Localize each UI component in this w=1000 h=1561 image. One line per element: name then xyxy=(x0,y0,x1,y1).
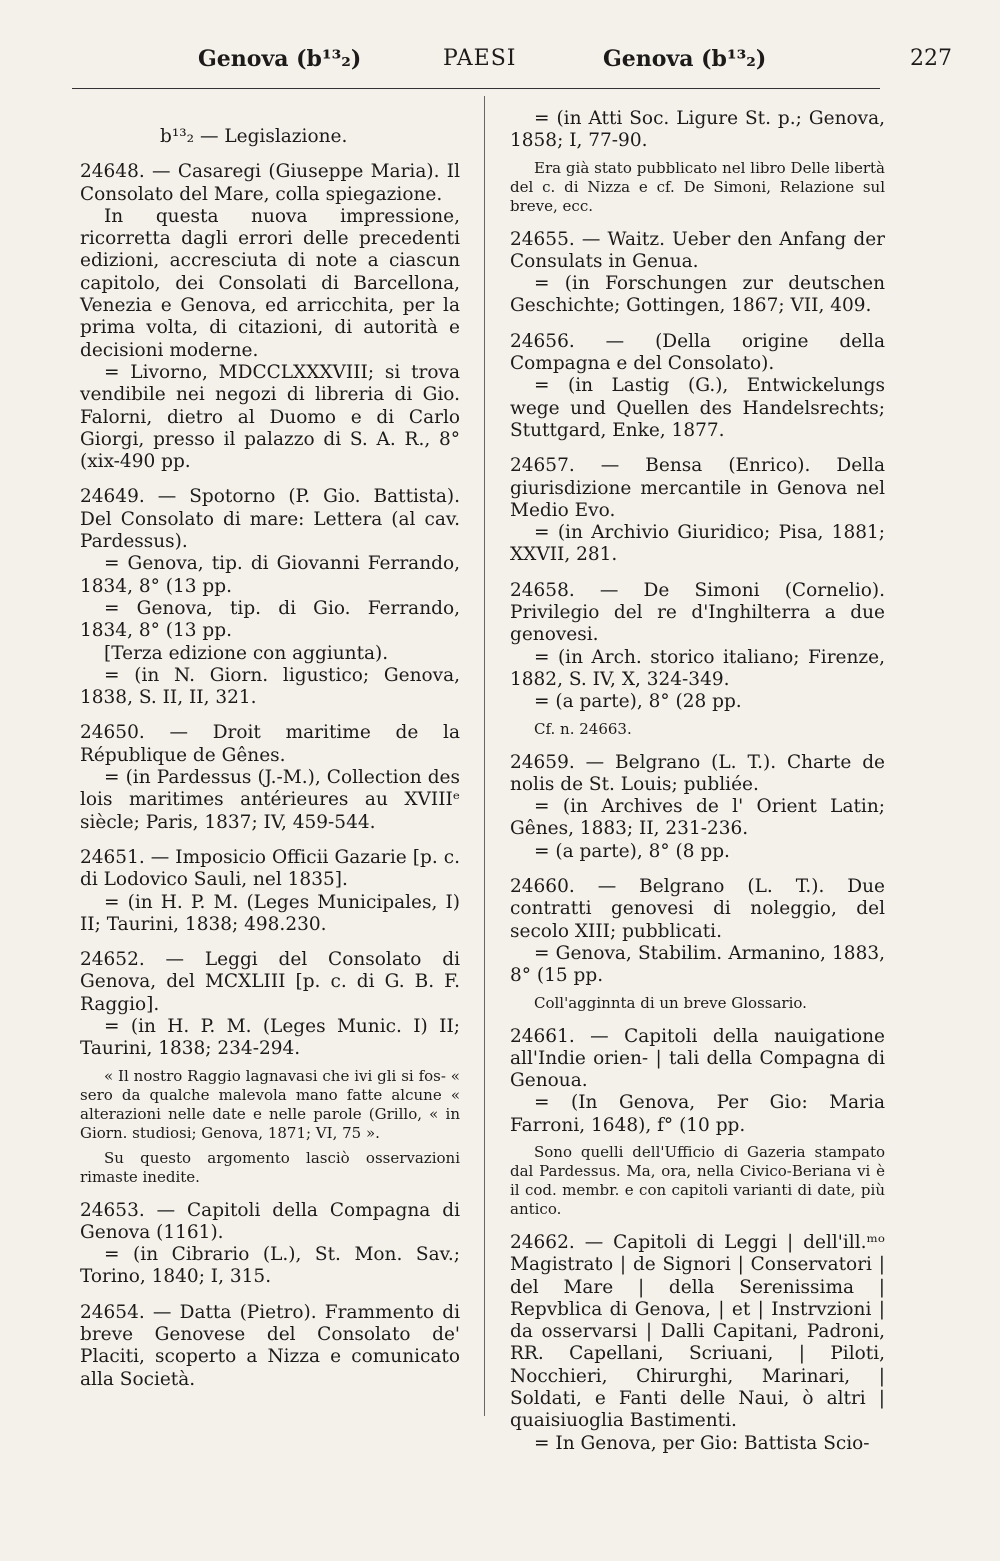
bibliography-entry: 24654. — Datta (Pietro). Frammento di breve Genovese del Consolato de' Placiti, scoperto a Nizza e comunicato alla Società. xyxy=(80,1301,460,1390)
entry-detail: [Terza edizione con aggiunta). xyxy=(104,642,389,664)
running-header xyxy=(40,42,960,82)
entry-detail: = (in Forschungen zur deutschen Geschichte; Gottingen, 1867; VII, 409. xyxy=(510,273,885,317)
entry-detail: = (in Pardessus (J.-M.), Collection des lois maritimes antérieures au XVIIIᵉ siècle; Paris, 1837; IV, 459-544. xyxy=(80,767,460,833)
entry-detail: = In Genova, per Gio: Battista Scio- xyxy=(534,1432,870,1454)
entry-detail: = (in Arch. storico italiano; Firenze, 1882, S. IV, X, 324-349. xyxy=(510,646,885,690)
bibliography-entry: 24652. — Leggi del Consolato di Genova, del MCXLIII [p. c. di G. B. F. Raggio]. xyxy=(80,949,460,1015)
entry-detail: = (a parte), 8° (28 pp. xyxy=(534,691,742,713)
left-column xyxy=(80,108,460,1391)
entry-detail: = (in Archives de l' Orient Latin; Gênes, 1883; II, 231-236. xyxy=(510,796,885,840)
header-rule xyxy=(72,88,880,89)
entry-detail: = Genova, tip. di Gio. Ferrando, 1834, 8° (13 pp. xyxy=(80,597,460,642)
entry-detail: = (a parte), 8° (8 pp. xyxy=(534,840,730,862)
entry-detail: = Genova, Stabilim. Armanino, 1883, 8° (15 pp. xyxy=(510,942,885,987)
entry-note: Su questo argomento lasciò osservazioni rimaste inedite. xyxy=(80,1148,460,1186)
entry-detail: = Genova, tip. di Giovanni Ferrando, 1834, 8° (13 pp. xyxy=(80,553,460,597)
bibliography-entry: 24658. — De Simoni (Cornelio). Privilegio del re d'Inghilterra a due genovesi. xyxy=(510,579,885,646)
entry-detail: = (In Genova, Per Gio: Maria Farroni, 1648), f° (10 pp. xyxy=(510,1092,885,1136)
entry-note: Era già stato pubblicato nel libro Delle libertà del c. di Nizza e cf. De Simoni, Relazione sul breve, ecc. xyxy=(510,158,885,215)
header-left: Genova (b¹³₂) xyxy=(198,46,362,72)
entry-detail: = (in Lastig (G.), Entwickelungs wege und Quellen des Handelsrechts; Stuttgard, Enke, 1877. xyxy=(510,375,885,441)
bibliography-entry: 24649. — Spotorno (P. Gio. Battista). Del Consolato di mare: Lettera (al cav. Pardessus). xyxy=(80,486,460,553)
bibliography-entry: 24653. — Capitoli della Compagna di Genova (1161). xyxy=(80,1199,460,1243)
entry-detail: In questa nuova impressione, ricorretta dagli errori delle precedenti edizioni, accresciuta di note a ciascun capitolo, dei Consolati di Barcellona, Venezia e Genova, ed arricchita, per la prima volta, di citazioni, di autorità e decisioni moderne. xyxy=(80,205,460,361)
bibliography-entry: 24651. — Imposicio Officii Gazarie [p. c. di Lodovico Sauli, nel 1835]. xyxy=(80,846,460,891)
bibliography-entry: 24661. — Capitoli della nauigatione all'Indie orien- | tali della Compagna di Genoua. xyxy=(510,1025,885,1092)
entry-note: Cf. n. 24663. xyxy=(534,719,632,738)
bibliography-entry: 24648. — Casaregi (Giuseppe Maria). Il Consolato del Mare, colla spiegazione. xyxy=(80,161,460,205)
section-title: b¹³₂ — Legislazione. xyxy=(160,126,348,147)
entry-detail: = (in Archivio Giuridico; Pisa, 1881; XXVII, 281. xyxy=(510,522,885,566)
entry-detail: = (in N. Giorn. ligustico; Genova, 1838, S. II, II, 321. xyxy=(80,664,460,709)
entry-note: Coll'agginnta di un breve Glossario. xyxy=(534,993,807,1012)
header-right: Genova (b¹³₂) xyxy=(603,46,767,72)
column-divider xyxy=(484,96,485,1416)
bibliography-entry: 24657. — Bensa (Enrico). Della giurisdizione mercantile in Genova nel Medio Evo. xyxy=(510,455,885,521)
entry-detail: = (in Cibrario (L.), St. Mon. Sav.; Torino, 1840; I, 315. xyxy=(80,1244,460,1288)
bibliography-entry: 24650. — Droit maritime de la République de Gênes. xyxy=(80,722,460,766)
entry-note: Sono quelli dell'Ufficio di Gazeria stampato dal Pardessus. Ma, ora, nella Civico-Beriana vi è il cod. membr. e con capitoli varianti di date, più antico. xyxy=(510,1142,885,1218)
entry-note: « Il nostro Raggio lagnavasi che ivi gli si fos- « sero da qualche malevola mano fatte alcune « alterazioni nelle date e nelle parole (Grillo, « in Giorn. studiosi; Genova, 1871; VI, 75 ». xyxy=(80,1066,460,1142)
entry-detail: = (in H. P. M. (Leges Municipales, I) II; Taurini, 1838; 498.230. xyxy=(80,891,460,935)
bibliography-entry: 24656. — (Della origine della Compagna e del Consolato). xyxy=(510,330,885,375)
bibliography-entry: 24662. — Capitoli di Leggi | dell'ill.ᵐᵒ Magistrato | de Signori | Conservatori | del Mare | della Serenissima | Repvblica di Genova, | et | Instrvzioni | da osservarsi | Dalli Capitani, Padroni, RR. Capellani, Scriuani, | Piloti, Nocchieri, Chirurghi, Marinari, | Soldati, e Fanti delle Naui, ò altri | quaisiuoglia Bastimenti. xyxy=(510,1231,885,1432)
entry-detail: = Livorno, MDCCLXXXVIII; si trova vendibile nei negozi di libreria di Gio. Falorni, dietro al Duomo e di Carlo Giorgi, presso il palazzo di S. A. R., 8° (xix-490 pp. xyxy=(80,361,460,473)
entry-detail: = (in Atti Soc. Ligure St. p.; Genova, 1858; I, 77-90. xyxy=(510,108,885,152)
entry-detail: = (in H. P. M. (Leges Munic. I) II; Taurini, 1838; 234-294. xyxy=(80,1015,460,1060)
bibliography-entry: 24655. — Waitz. Ueber den Anfang der Consulats in Genua. xyxy=(510,228,885,272)
right-column xyxy=(510,108,885,1455)
bibliography-entry: 24659. — Belgrano (L. T.). Charte de nolis de St. Louis; publiée. xyxy=(510,751,885,795)
header-center: PAESI xyxy=(443,46,517,71)
page-number: 227 xyxy=(910,46,952,71)
bibliography-entry: 24660. — Belgrano (L. T.). Due contratti genovesi di noleggio, del secolo XIII; pubblicati. xyxy=(510,876,885,942)
